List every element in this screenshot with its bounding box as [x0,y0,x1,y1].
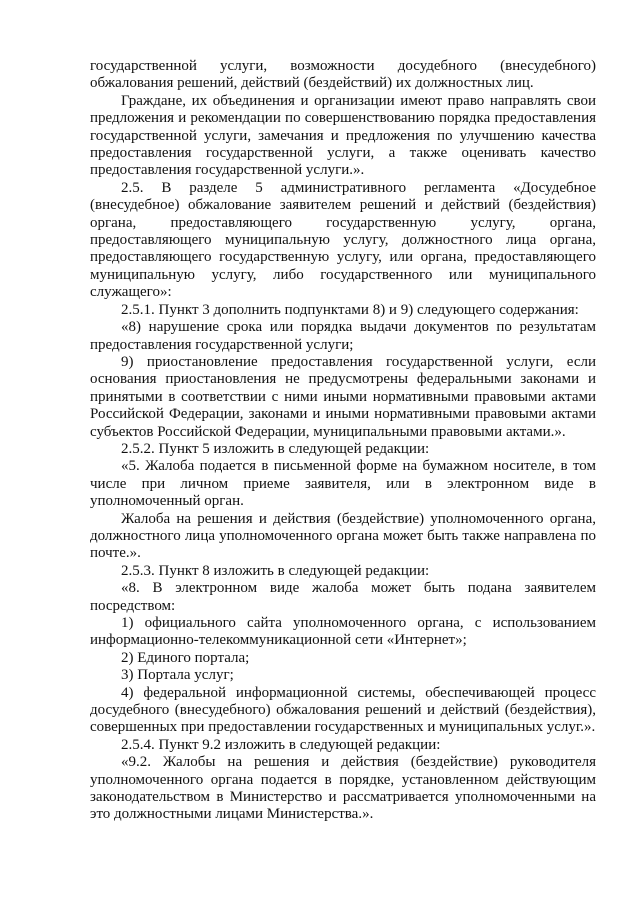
paragraph-2-5-1: 2.5.1. Пункт 3 дополнить подпунктами 8) и 9) следующего содержания: [121,301,579,318]
paragraph-complaint-mail: Жалоба на решения и действия (бездействие) уполномоченного органа, должностного лица уполномоченного органа может быть также направлена по почте.». [90,510,596,562]
paragraph-point-8: «8. В электронном виде жалоба может быть подана заявителем посредством: [90,580,596,614]
paragraph-item-8: «8) нарушение срока или порядка выдачи документов по результатам предоставления государственной услуги; [90,319,596,353]
paragraph-subitem-2: 2) Единого портала; [121,649,250,666]
paragraph-point-5: «5. Жалоба подается в письменной форме на бумажном носителе, в том числе при личном приеме заявителя, или в электронном виде в уполномоченный орган. [90,458,596,510]
paragraph-subitem-1: 1) официального сайта уполномоченного органа, с использованием информационно-телекоммуникационной сети «Интернет»; [90,615,596,649]
paragraph-2-5: 2.5. В разделе 5 административного регламента «Досудебное (внесудебное) обжалование заявителем решений и действий (бездействия) органа, предоставляющего государственную услугу, органа, предоставляющего муниципальную услугу, должностного лица органа, предоставляющего государственную услугу, или органа, предоставляющего муниципальную услугу, либо государственного или муниципального служащего»: [90,179,596,301]
paragraph-subitem-4: 4) федеральной информационной системы, обеспечивающей процесс досудебного (внесудебного) обжалования решений и действий (бездействия), совершенных при предоставлении государственных и муниципальных услуг.». [90,684,596,736]
paragraph-item-9: 9) приостановление предоставления государственной услуги, если основания приостановления не предусмотрены федеральными законами и принятыми в соответствии с ними иными нормативными правовыми актами Российской Федерации, законами и иными нормативными правовыми актами субъектов Российской Федерации, муниципальными правовыми актами.». [90,353,596,440]
paragraph-subitem-3: 3) Портала услуг; [121,667,234,684]
paragraph-citizens-rights: Граждане, их объединения и организации имеют право направлять свои предложения и рекомендации по совершенствованию порядка предоставления государственной услуги, замечания и предложения по улучшению качества предоставления государственной услуги, а также оценивать качество предоставления государственной услуги.». [90,92,596,179]
document-body [90,58,596,824]
paragraph-2-5-2: 2.5.2. Пункт 5 изложить в следующей редакции: [121,440,430,457]
paragraph-point-9-2: «9.2. Жалобы на решения и действия (бездействие) руководителя уполномоченного органа подается в порядке, установленном действующим законодательством в Министерство и рассматривается уполномоченными на это должностными лицами Министерства.». [90,754,596,823]
paragraph-2-5-3: 2.5.3. Пункт 8 изложить в следующей редакции: [121,562,430,579]
paragraph-continuation: государственной услуги, возможности досудебного (внесудебного) обжалования решений, действий (бездействий) их должностных лиц. [90,58,596,92]
paragraph-2-5-4: 2.5.4. Пункт 9.2 изложить в следующей редакции: [121,736,441,753]
